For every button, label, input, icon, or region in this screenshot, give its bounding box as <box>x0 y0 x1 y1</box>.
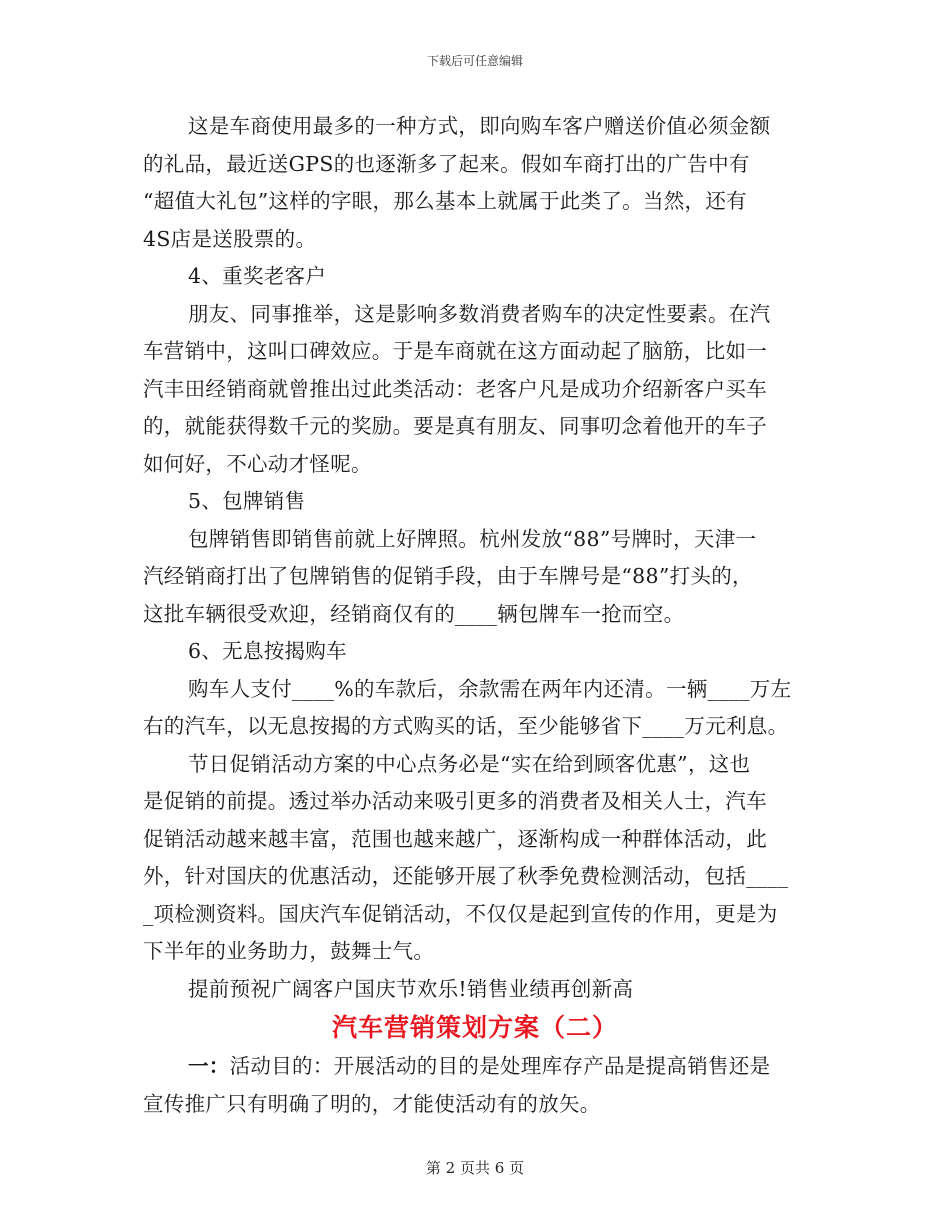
page-footer: 第 2 页共 6 页 <box>425 1159 525 1177</box>
text-line: 外，针对国庆的优惠活动，还能够开展了秋季免费检测活动，包括____ <box>143 864 789 888</box>
text-line: 汽丰田经销商就曾推出过此类活动：老客户凡是成功介绍新客户买车 <box>143 376 767 401</box>
document-body <box>143 108 807 1123</box>
text-line: “超值大礼包”这样的字眼，那么基本上就属于此类了。当然，还有 <box>143 189 747 213</box>
text-line: 这是车商使用最多的一种方式，即向购车客户赠送价值必须金额 <box>188 114 771 138</box>
text-line: 朋友、同事推举，这是影响多数消费者购车的决定性要素。在汽 <box>188 301 771 326</box>
text-line: 促销活动越来越丰富，范围也越来越广，逐渐构成一种群体活动，此 <box>143 826 767 851</box>
text-line: 购车人支付____%的车款后，余款需在两年内还清。一辆____万左 <box>188 676 792 701</box>
line-text: 活动目的：开展活动的目的是处理库存产品是提高销售还是 <box>229 1054 771 1078</box>
text-line: 提前预祝广阔客户国庆节欢乐!销售业绩再创新高 <box>188 976 634 1001</box>
text-line: 下半年的业务助力，鼓舞士气。 <box>143 939 435 963</box>
text-line: 5、包牌销售 <box>188 489 306 513</box>
section-title: 汽车营销策划方案（二） <box>331 1013 618 1042</box>
text-line <box>143 1048 807 1086</box>
text-line: 车营销中，这叫口碑效应。于是车商就在这方面动起了脑筋，比如一 <box>143 339 767 363</box>
text-line: 包牌销售即销售前就上好牌照。杭州发放“88”号牌时，天津一 <box>188 526 757 551</box>
section-number: 一： <box>188 1054 230 1078</box>
text-line: 右的汽车，以无息按揭的方式购买的话，至少能够省下____万元利息。 <box>143 714 789 738</box>
text-line: 的，就能获得数千元的奖励。要是真有朋友、同事叨念着他开的车子 <box>143 414 767 438</box>
text-line: 的礼品，最近送GPS的也逐渐多了起来。假如车商打出的广告中有 <box>143 151 750 176</box>
text-line: 4S店是送股票的。 <box>143 226 317 251</box>
text-line: 这批车辆很受欢迎，经销商仅有的____辆包牌车一抢而空。 <box>143 601 685 626</box>
text-line: 6、无息按揭购车 <box>188 639 347 663</box>
section-paragraph <box>143 1048 807 1123</box>
text-line: 汽经销商打出了包牌销售的促销手段，由于车牌号是“88”打头的， <box>143 564 753 588</box>
text-line: 如何好，不心动才怪呢。 <box>143 451 372 476</box>
paragraph-block <box>143 108 807 1008</box>
line-text: 宣传推广只有明确了明的，才能使活动有的放矢。 <box>143 1091 601 1116</box>
text-line <box>143 1086 807 1124</box>
text-line: _项检测资料。国庆汽车促销活动，不仅仅是起到宣传的作用，更是为 <box>143 901 778 926</box>
text-line: 节日促销活动方案的中心点务必是“实在给到顾客优惠”，这也 <box>188 751 751 776</box>
text-line: 是促销的前提。透过举办活动来吸引更多的消费者及相关人士，汽车 <box>143 789 767 813</box>
text-line: 4、重奖老客户 <box>188 264 327 288</box>
page-header: 下载后可任意编辑 <box>426 54 523 68</box>
